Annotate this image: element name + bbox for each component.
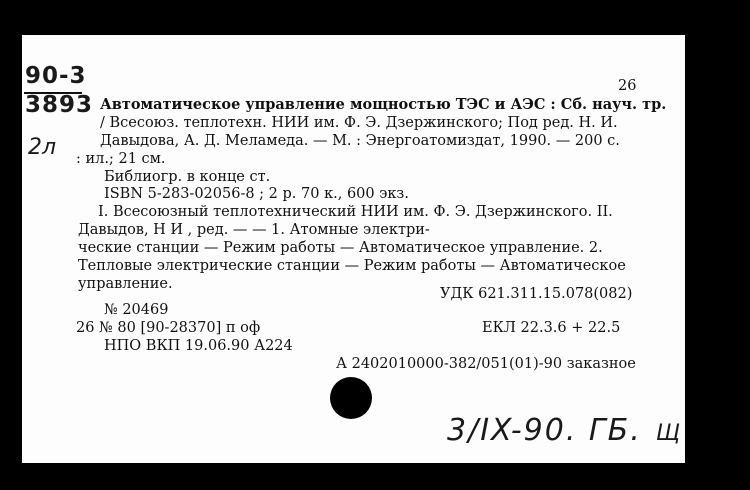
- isbn-line: ISBN 5-283-02056-8 ; 2 р. 70 к., 600 экз.: [104, 186, 409, 202]
- title-line-1-text: Автоматическое управление мощностью ТЭС и АЭС : Сб. науч. тр.: [100, 96, 667, 113]
- order-code-line: А 2402010000-382/051(01)-90 заказное: [336, 356, 636, 372]
- handwritten-corner-mark: Щ: [656, 421, 681, 446]
- shelfmark-line2: 3893: [25, 92, 94, 118]
- card-number-line: 26 № 80 [90-28370] п оф: [76, 320, 261, 336]
- bibliography-note: Библиогр. в конце ст.: [104, 169, 271, 185]
- index-line-4: Тепловые электрические станции — Режим работы — Автоматическое: [78, 258, 626, 274]
- title-line-2: / Всесоюз. теплотехн. НИИ им. Ф. Э. Дзержинского; Под ред. Н. И.: [100, 115, 618, 131]
- title-line-3: Давыдова, А. Д. Меламеда. — М. : Энергоатомиздат, 1990. — 200 с.: [100, 133, 620, 149]
- index-line-5: управление.: [78, 276, 173, 292]
- udc-line: УДК 621.311.15.078(082): [440, 286, 633, 302]
- shelfmark-line1: 90-3: [25, 63, 87, 89]
- handwritten-date: 3/IX-90. ГБ.: [447, 413, 642, 448]
- index-line-3: ческие станции — Режим работы — Автоматическое управление. 2.: [78, 240, 603, 256]
- record-number: № 20469: [104, 302, 169, 318]
- index-line-1: I. Всесоюзный теплотехнический НИИ им. Ф. Э. Дзержинского. II.: [98, 204, 613, 220]
- punch-hole: [330, 377, 372, 419]
- ekl-line: ЕКЛ 22.3.6 + 22.5: [482, 320, 621, 336]
- title-line-1: [100, 96, 666, 114]
- page-number: 26: [618, 78, 637, 94]
- handwritten-note: 2л: [28, 135, 57, 160]
- index-line-2: Давыдов, Н И , ред. — — 1. Атомные электри-: [78, 222, 430, 238]
- catalog-card: [22, 35, 685, 463]
- title-line-4: : ил.; 21 см.: [76, 151, 166, 167]
- npo-line: НПО ВКП 19.06.90 А224: [104, 338, 293, 354]
